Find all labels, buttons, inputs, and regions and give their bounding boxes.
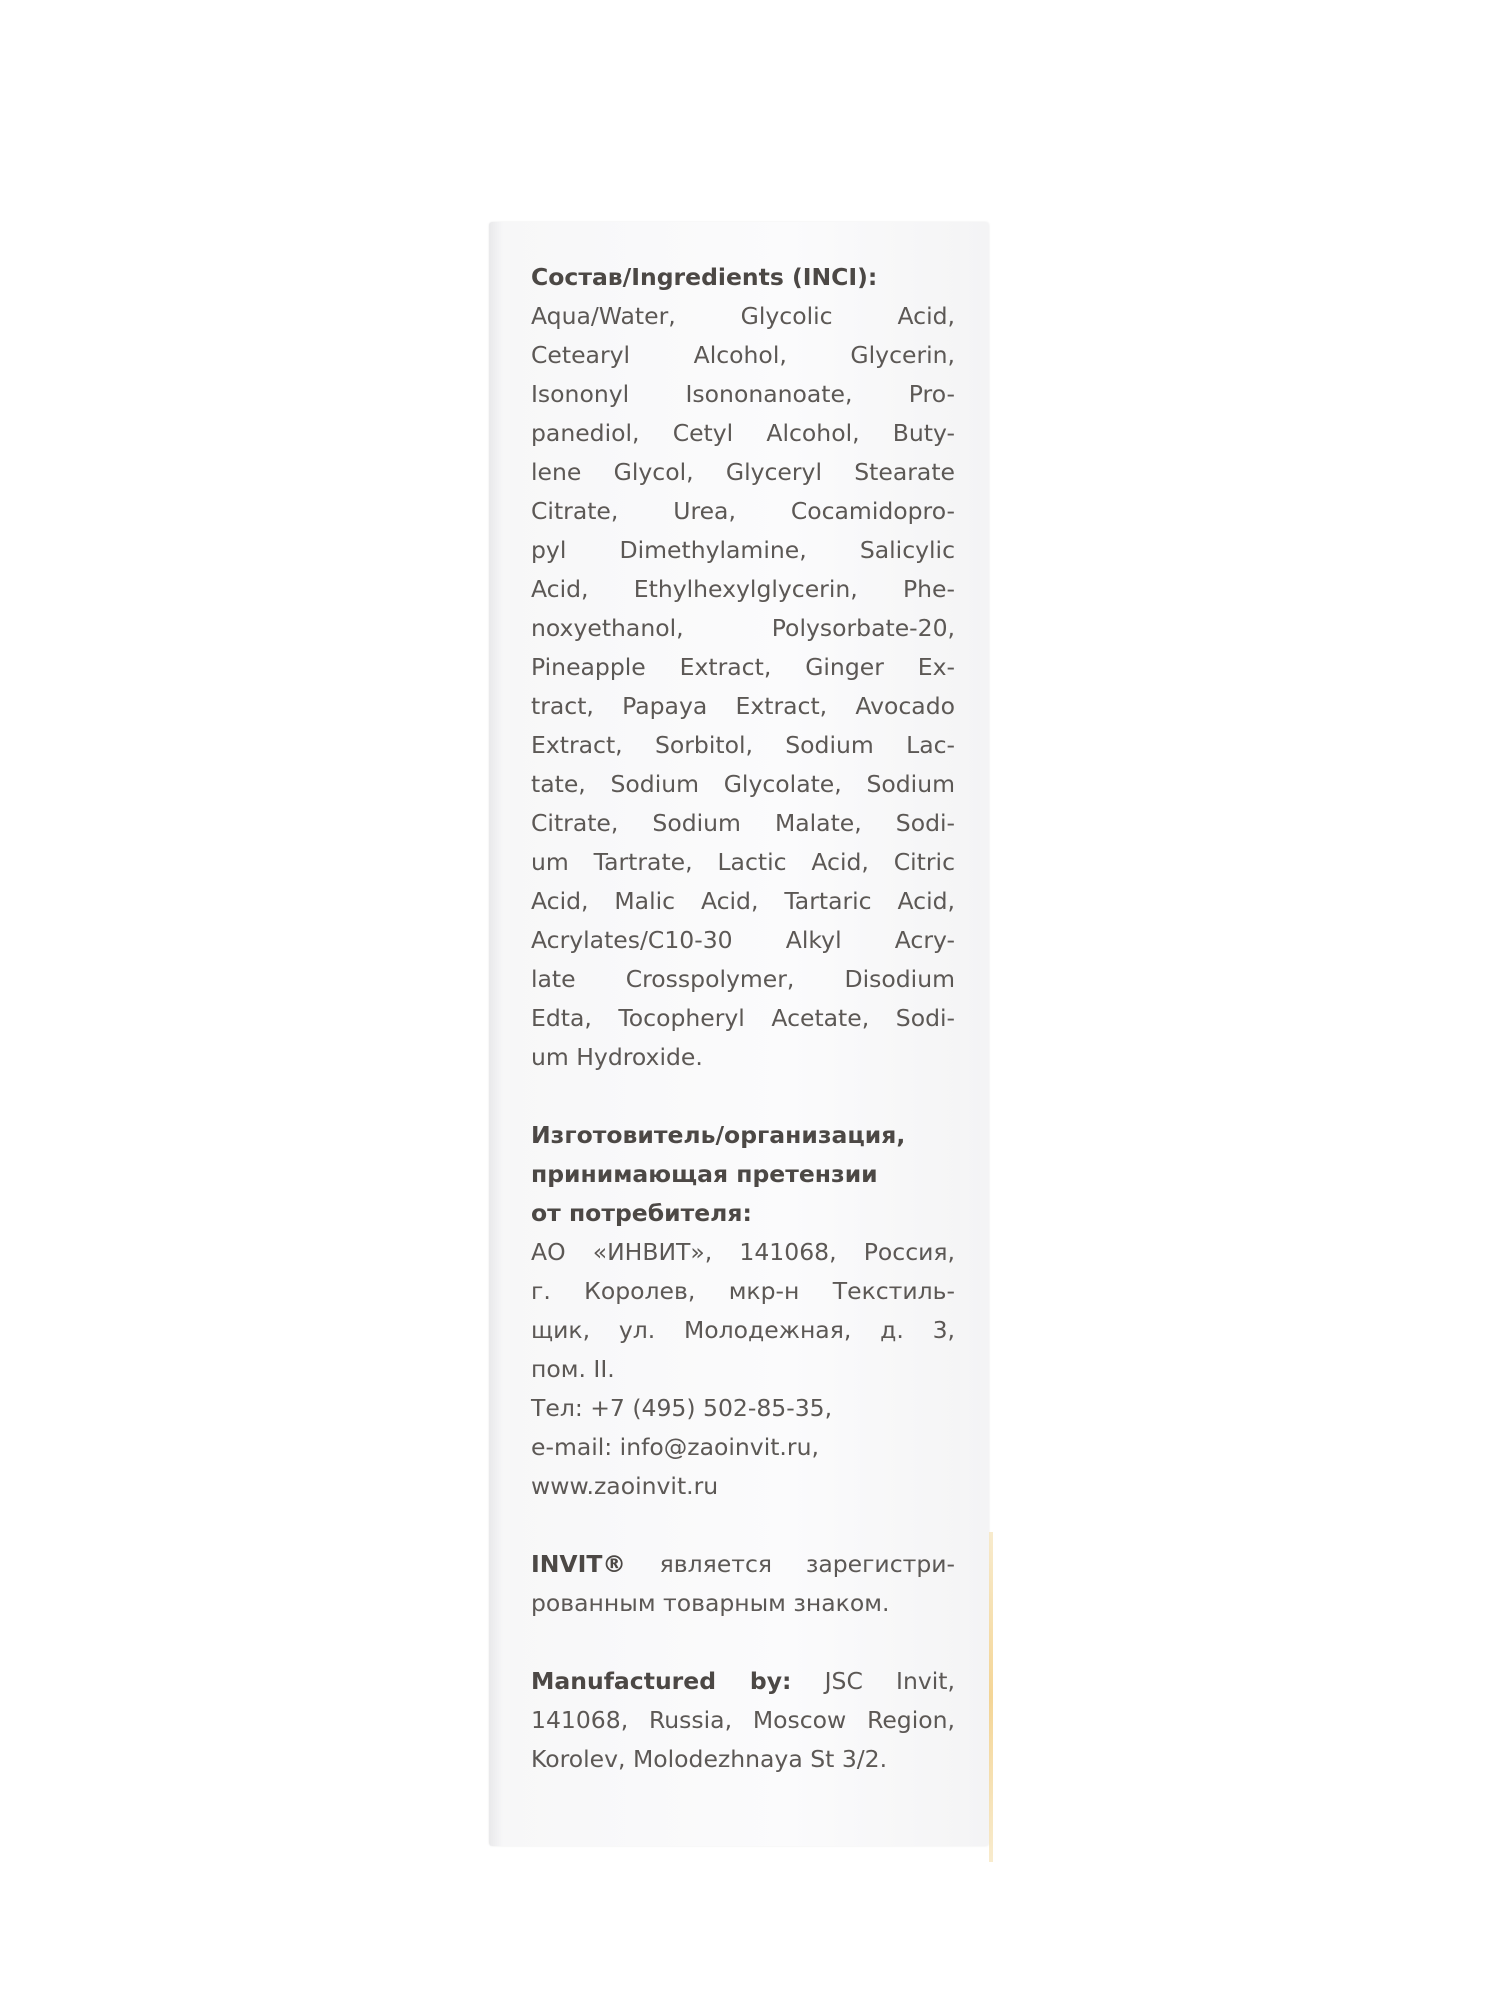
ingredients-line: Cetearyl Alcohol, Glycerin,	[531, 341, 955, 369]
manufactured-by-text: JSC Invit,	[791, 1667, 955, 1695]
manufacturer-ru-heading-line: принимающая претензии	[531, 1160, 878, 1188]
manufacturer-ru-heading-line: от потребителя:	[531, 1199, 752, 1227]
phone-line: Тел: +7 (495) 502-85-35,	[531, 1394, 833, 1422]
ingredients-line: um Tartrate, Lactic Acid, Citric	[531, 848, 955, 876]
ingredients-line: late Crosspolymer, Disodium	[531, 965, 955, 993]
ingredients-line: Acid, Ethylhexylglycerin, Phe-	[531, 575, 955, 603]
manufactured-by-line	[531, 1662, 955, 1701]
trademark-text: является зарегистри-	[625, 1550, 955, 1578]
ingredients-section	[531, 258, 955, 1077]
ingredients-line: Acid, Malic Acid, Tartaric Acid,	[531, 887, 955, 915]
manufacturer-ru-heading-line: Изготовитель/организация,	[531, 1121, 906, 1149]
ingredients-line: Isononyl Isononanoate, Pro-	[531, 380, 955, 408]
ingredients-heading: Состав/Ingredients (INCI):	[531, 263, 878, 291]
ingredients-line: Citrate, Urea, Cocamidopro-	[531, 497, 955, 525]
manufactured-by-section	[531, 1662, 955, 1779]
manufactured-by-label: Manufactured by:	[531, 1667, 792, 1695]
ingredients-line: pyl Dimethylamine, Salicylic	[531, 536, 955, 564]
ingredients-line: Pineapple Extract, Ginger Ex-	[531, 653, 955, 681]
ingredients-line: Aqua/Water, Glycolic Acid,	[531, 302, 955, 330]
manufactured-by-line: 141068, Russia, Moscow Region,	[531, 1706, 955, 1734]
manufacturer-ru-line: щик, ул. Молодежная, д. 3,	[531, 1316, 955, 1344]
email-line: e-mail: info@zaoinvit.ru,	[531, 1433, 819, 1461]
ingredients-line: panediol, Cetyl Alcohol, Buty-	[531, 419, 955, 447]
box-edge-highlight	[989, 1532, 993, 1862]
trademark-section	[531, 1545, 955, 1623]
ingredients-line: Edta, Tocopheryl Acetate, Sodi-	[531, 1004, 955, 1032]
manufacturer-ru-line: г. Королев, мкр-н Текстиль-	[531, 1277, 955, 1305]
ingredients-line: tract, Papaya Extract, Avocado	[531, 692, 955, 720]
ingredients-line: um Hydroxide.	[531, 1043, 703, 1071]
ingredients-line: Acrylates/C10-30 Alkyl Acry-	[531, 926, 955, 954]
manufacturer-ru-section	[531, 1116, 955, 1506]
ingredients-line: noxyethanol, Polysorbate-20,	[531, 614, 955, 642]
trademark-line: рованным товарным знаком.	[531, 1589, 890, 1617]
label-text-block	[531, 258, 955, 1779]
manufactured-by-line: Korolev, Molodezhnaya St 3/2.	[531, 1745, 888, 1773]
ingredients-line: lene Glycol, Glyceryl Stearate	[531, 458, 955, 486]
manufacturer-ru-line: пом. II.	[531, 1355, 615, 1383]
manufacturer-ru-line: АО «ИНВИТ», 141068, Россия,	[531, 1238, 955, 1266]
trademark-line	[531, 1545, 955, 1584]
trademark-brand: INVIT®	[531, 1550, 626, 1578]
ingredients-line: tate, Sodium Glycolate, Sodium	[531, 770, 955, 798]
website-line: www.zaoinvit.ru	[531, 1472, 719, 1500]
ingredients-line: Extract, Sorbitol, Sodium Lac-	[531, 731, 955, 759]
ingredients-line: Citrate, Sodium Malate, Sodi-	[531, 809, 955, 837]
